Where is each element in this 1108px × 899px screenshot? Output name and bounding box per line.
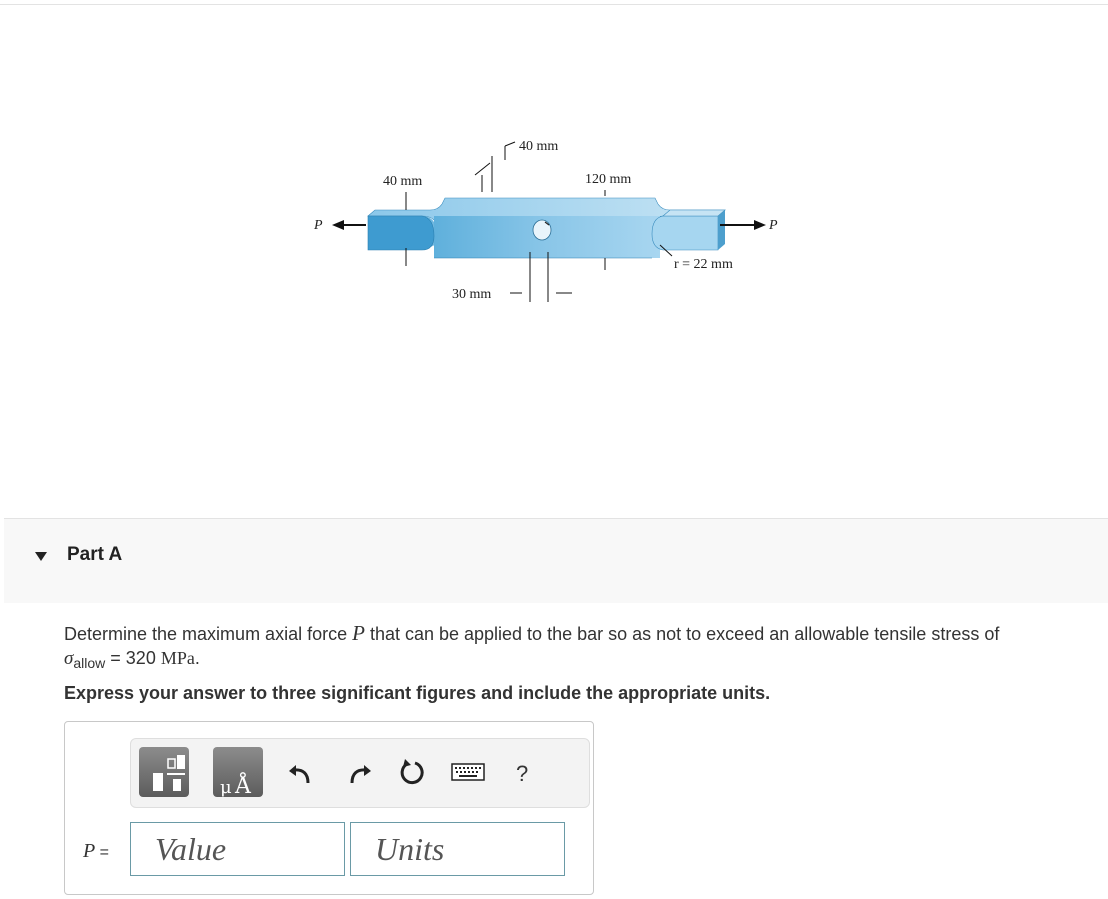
top-divider <box>0 4 1108 5</box>
math-toolbar <box>130 738 590 808</box>
bar-left-end <box>368 216 434 250</box>
sigma-subscript: allow <box>73 655 106 671</box>
svg-text:Å: Å <box>235 774 251 797</box>
dim-top-center: 40 mm <box>519 139 559 154</box>
dim-top-left: 40 mm <box>383 174 423 189</box>
keyboard-icon <box>451 762 485 782</box>
bar-figure <box>300 130 780 310</box>
templates-button[interactable] <box>139 747 189 797</box>
force-label-left: P <box>314 218 323 233</box>
answer-box <box>64 721 594 895</box>
reset-icon <box>397 757 427 787</box>
keyboard-button[interactable] <box>451 757 485 787</box>
units-symbols-icon <box>213 747 263 797</box>
question-text: Determine the maximum axial force P that can be applied to the bar so as not to exceed an allowable tensile stress of $\sigma_{allow} = 320$ MPa. <box>64 621 1000 671</box>
triangle-down-icon[interactable] <box>34 549 48 563</box>
redo-button[interactable] <box>344 757 374 787</box>
units-input[interactable] <box>350 822 565 876</box>
undo-button[interactable] <box>286 757 316 787</box>
dim-top-right: 120 mm <box>585 172 632 187</box>
hole <box>533 220 551 240</box>
force-label-right: P <box>769 218 778 233</box>
templates-icon <box>139 747 189 797</box>
svg-text:μ: μ <box>220 777 232 797</box>
value-input[interactable] <box>130 822 345 876</box>
stress-unit: MPa <box>160 648 195 668</box>
dim-bottom-center: 30 mm <box>452 287 492 302</box>
bar-right-top-face <box>663 210 725 216</box>
sigma-symbol: σ <box>64 648 74 669</box>
reset-button[interactable] <box>397 757 427 787</box>
bar-right-end <box>652 216 718 250</box>
instruction-text: Express your answer to three significant figures and include the appropriate units. <box>64 683 771 703</box>
part-title: Part A <box>67 544 123 565</box>
undo-icon <box>286 757 316 787</box>
help-icon[interactable]: ? <box>516 761 529 786</box>
units-symbols-button[interactable] <box>213 747 263 797</box>
redo-icon <box>344 757 374 787</box>
dim-radius: r = 22 mm <box>674 257 733 272</box>
part-a-header[interactable] <box>4 518 1108 603</box>
answer-label: P = <box>83 840 110 862</box>
var-p: P <box>352 621 365 645</box>
bar-diagram <box>300 130 780 310</box>
bar-right-side <box>718 210 725 250</box>
